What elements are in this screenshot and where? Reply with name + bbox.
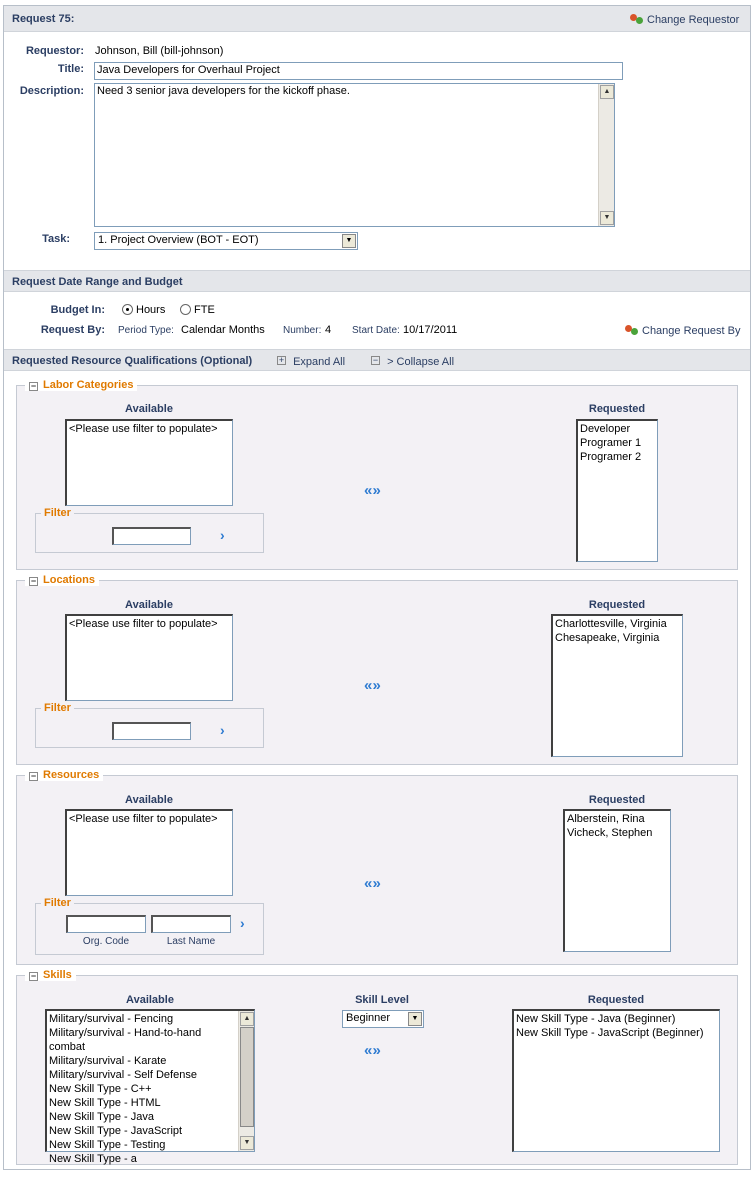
list-item[interactable]: <Please use filter to populate>: [69, 423, 218, 435]
skill-level-head: Skill Level: [355, 994, 409, 1006]
filter-label: Filter: [41, 702, 74, 714]
filter-label: Filter: [41, 897, 74, 909]
resources-legend[interactable]: [25, 769, 103, 781]
fte-label: FTE: [194, 304, 215, 316]
move-left-icon[interactable]: «: [364, 875, 371, 892]
last-name-label: Last Name: [166, 936, 216, 947]
move-left-icon[interactable]: «: [364, 1042, 371, 1059]
move-buttons: [364, 677, 379, 694]
last-name-input[interactable]: [151, 915, 231, 933]
minus-icon: −: [372, 355, 379, 365]
labor-categories-section: [16, 379, 738, 570]
skills-available-head: Available: [126, 994, 174, 1006]
list-item[interactable]: Vicheck, Stephen: [567, 827, 653, 839]
description-textarea[interactable]: [94, 83, 615, 227]
skills-title: Skills: [43, 969, 72, 981]
period-type-value: Calendar Months: [181, 324, 265, 336]
date-range-title: Request Date Range and Budget: [12, 276, 183, 288]
qualifications-header: [4, 349, 750, 371]
labor-categories-title: Labor Categories: [43, 379, 134, 391]
collapse-all-label: > Collapse All: [387, 356, 455, 368]
list-item[interactable]: Military/survival - Fencing: [49, 1013, 174, 1025]
change-person-icon: [625, 324, 639, 336]
task-selected: 1. Project Overview (BOT - EOT): [98, 234, 259, 246]
move-left-icon[interactable]: «: [364, 677, 371, 694]
title-input[interactable]: Java Developers for Overhaul Project: [94, 62, 623, 80]
description-text: Need 3 senior java developers for the kickoff phase.: [97, 85, 350, 97]
description-label: Description:: [19, 85, 84, 97]
scroll-up-icon[interactable]: ▲: [600, 85, 614, 99]
list-item[interactable]: New Skill Type - HTML: [49, 1097, 161, 1109]
move-right-icon[interactable]: »: [372, 875, 379, 892]
requestor-label: Requestor:: [25, 45, 84, 57]
locations-filter: [35, 702, 264, 748]
list-item[interactable]: Charlottesville, Virginia: [555, 618, 667, 630]
list-item[interactable]: <Please use filter to populate>: [69, 618, 218, 630]
change-request-by-link[interactable]: [625, 324, 740, 337]
collapse-all-link[interactable]: [371, 355, 454, 368]
request-panel: [3, 5, 751, 1170]
request-header: [4, 6, 750, 32]
move-right-icon[interactable]: »: [372, 677, 379, 694]
radio-selected-icon[interactable]: [122, 304, 133, 315]
locations-section: [16, 574, 738, 765]
locations-available-list[interactable]: [65, 614, 233, 701]
task-label: Task:: [42, 233, 70, 245]
expand-all-link[interactable]: [277, 355, 345, 368]
number-label: Number:: [283, 325, 322, 336]
scroll-thumb[interactable]: [240, 1027, 254, 1127]
plus-icon: +: [278, 355, 285, 365]
skills-requested-list[interactable]: [512, 1009, 720, 1152]
list-item[interactable]: New Skill Type - Java (Beginner): [516, 1013, 676, 1025]
scroll-down-icon[interactable]: ▼: [240, 1136, 254, 1150]
description-scrollbar[interactable]: [598, 84, 614, 226]
skills-legend[interactable]: [25, 969, 76, 981]
skills-available-list[interactable]: [45, 1009, 255, 1165]
locations-filter-input[interactable]: [112, 722, 191, 740]
skills-scrollbar[interactable]: [238, 1011, 254, 1151]
budget-fte-radio[interactable]: [180, 304, 215, 316]
budget-hours-radio[interactable]: [122, 304, 165, 316]
collapse-icon: −: [30, 771, 37, 781]
list-item[interactable]: Programer 2: [580, 451, 642, 463]
move-right-icon[interactable]: »: [372, 482, 379, 499]
resources-requested-list[interactable]: [563, 809, 671, 952]
locations-requested-head: Requested: [588, 599, 646, 611]
labor-filter-input[interactable]: [112, 527, 191, 545]
chevron-down-icon[interactable]: ▼: [408, 1012, 422, 1026]
move-left-icon[interactable]: «: [364, 482, 371, 499]
list-item[interactable]: <Please use filter to populate>: [69, 813, 218, 825]
labor-requested-list[interactable]: [576, 419, 658, 562]
resources-title: Resources: [43, 769, 100, 781]
locations-title: Locations: [43, 574, 95, 586]
locations-available-head: Available: [125, 599, 173, 611]
change-request-by-label: Change Request By: [642, 325, 741, 337]
period-type-label: Period Type:: [118, 325, 174, 336]
change-requestor-label: Change Requestor: [647, 14, 740, 26]
locations-requested-list[interactable]: [551, 614, 683, 757]
labor-filter: [35, 507, 264, 553]
org-code-label: Org. Code: [82, 936, 130, 947]
collapse-icon: −: [30, 971, 37, 981]
labor-categories-legend[interactable]: [25, 379, 137, 391]
hours-label: Hours: [136, 304, 166, 316]
move-buttons: [364, 482, 379, 499]
labor-available-head: Available: [125, 403, 173, 415]
qualifications-title: Requested Resource Qualifications (Optional): [12, 355, 253, 367]
radio-icon[interactable]: [180, 304, 191, 315]
filter-go-icon[interactable]: ›: [220, 527, 225, 543]
resources-section: [16, 769, 738, 965]
title-label: Title:: [57, 63, 84, 75]
filter-label: Filter: [41, 507, 74, 519]
collapse-icon: −: [30, 381, 37, 391]
budget-in-label: Budget In:: [50, 304, 105, 316]
list-item[interactable]: New Skill Type - C++: [49, 1083, 152, 1095]
chevron-down-icon[interactable]: ▼: [342, 234, 356, 248]
request-by-label: Request By:: [40, 324, 105, 336]
resources-available-list[interactable]: [65, 809, 233, 896]
locations-legend[interactable]: [25, 574, 99, 586]
labor-available-list[interactable]: [65, 419, 233, 506]
resources-requested-head: Requested: [588, 794, 646, 806]
list-item[interactable]: Programer 1: [580, 437, 642, 449]
list-item[interactable]: New Skill Type - Java: [49, 1111, 154, 1123]
list-item[interactable]: Military/survival - Self Defense: [49, 1069, 197, 1081]
list-item[interactable]: New Skill Type - JavaScript (Beginner): [516, 1027, 704, 1039]
resources-filter: [35, 897, 264, 955]
list-item[interactable]: Military/survival - Karate: [49, 1055, 167, 1067]
list-item[interactable]: New Skill Type - a: [49, 1153, 137, 1165]
expand-all-label: Expand All: [293, 356, 346, 368]
list-item[interactable]: Chesapeake, Virginia: [555, 632, 660, 644]
filter-go-icon[interactable]: ›: [220, 722, 225, 738]
date-range-header: [4, 270, 750, 292]
collapse-icon: −: [30, 576, 37, 586]
skills-requested-head: Requested: [587, 994, 645, 1006]
skill-level-selected: Beginner: [346, 1012, 391, 1024]
org-code-input[interactable]: [66, 915, 146, 933]
skills-section: [16, 969, 738, 1165]
change-requestor-link[interactable]: [630, 13, 739, 26]
skill-level-select[interactable]: [342, 1010, 424, 1028]
scroll-up-icon[interactable]: ▲: [240, 1012, 254, 1026]
list-item[interactable]: New Skill Type - JavaScript: [49, 1125, 183, 1137]
list-item[interactable]: Military/survival - Hand-to-hand combat: [49, 1027, 202, 1053]
list-item[interactable]: Developer: [580, 423, 631, 435]
scroll-down-icon[interactable]: ▼: [600, 211, 614, 225]
requestor-value: Johnson, Bill (bill-johnson): [95, 45, 224, 57]
start-date-label: Start Date:: [352, 325, 400, 336]
number-value: 4: [325, 324, 332, 336]
move-right-icon[interactable]: »: [372, 1042, 379, 1059]
change-person-icon: [630, 13, 644, 25]
list-item[interactable]: Alberstein, Rina: [567, 813, 645, 825]
request-title: Request 75:: [12, 13, 75, 25]
move-buttons: [364, 1042, 379, 1059]
list-item[interactable]: New Skill Type - Testing: [49, 1139, 166, 1151]
task-select[interactable]: [94, 232, 358, 250]
move-buttons: [364, 875, 379, 892]
resources-available-head: Available: [125, 794, 173, 806]
filter-go-icon[interactable]: ›: [240, 915, 245, 931]
start-date-value: 10/17/2011: [403, 324, 458, 336]
labor-requested-head: Requested: [588, 403, 646, 415]
